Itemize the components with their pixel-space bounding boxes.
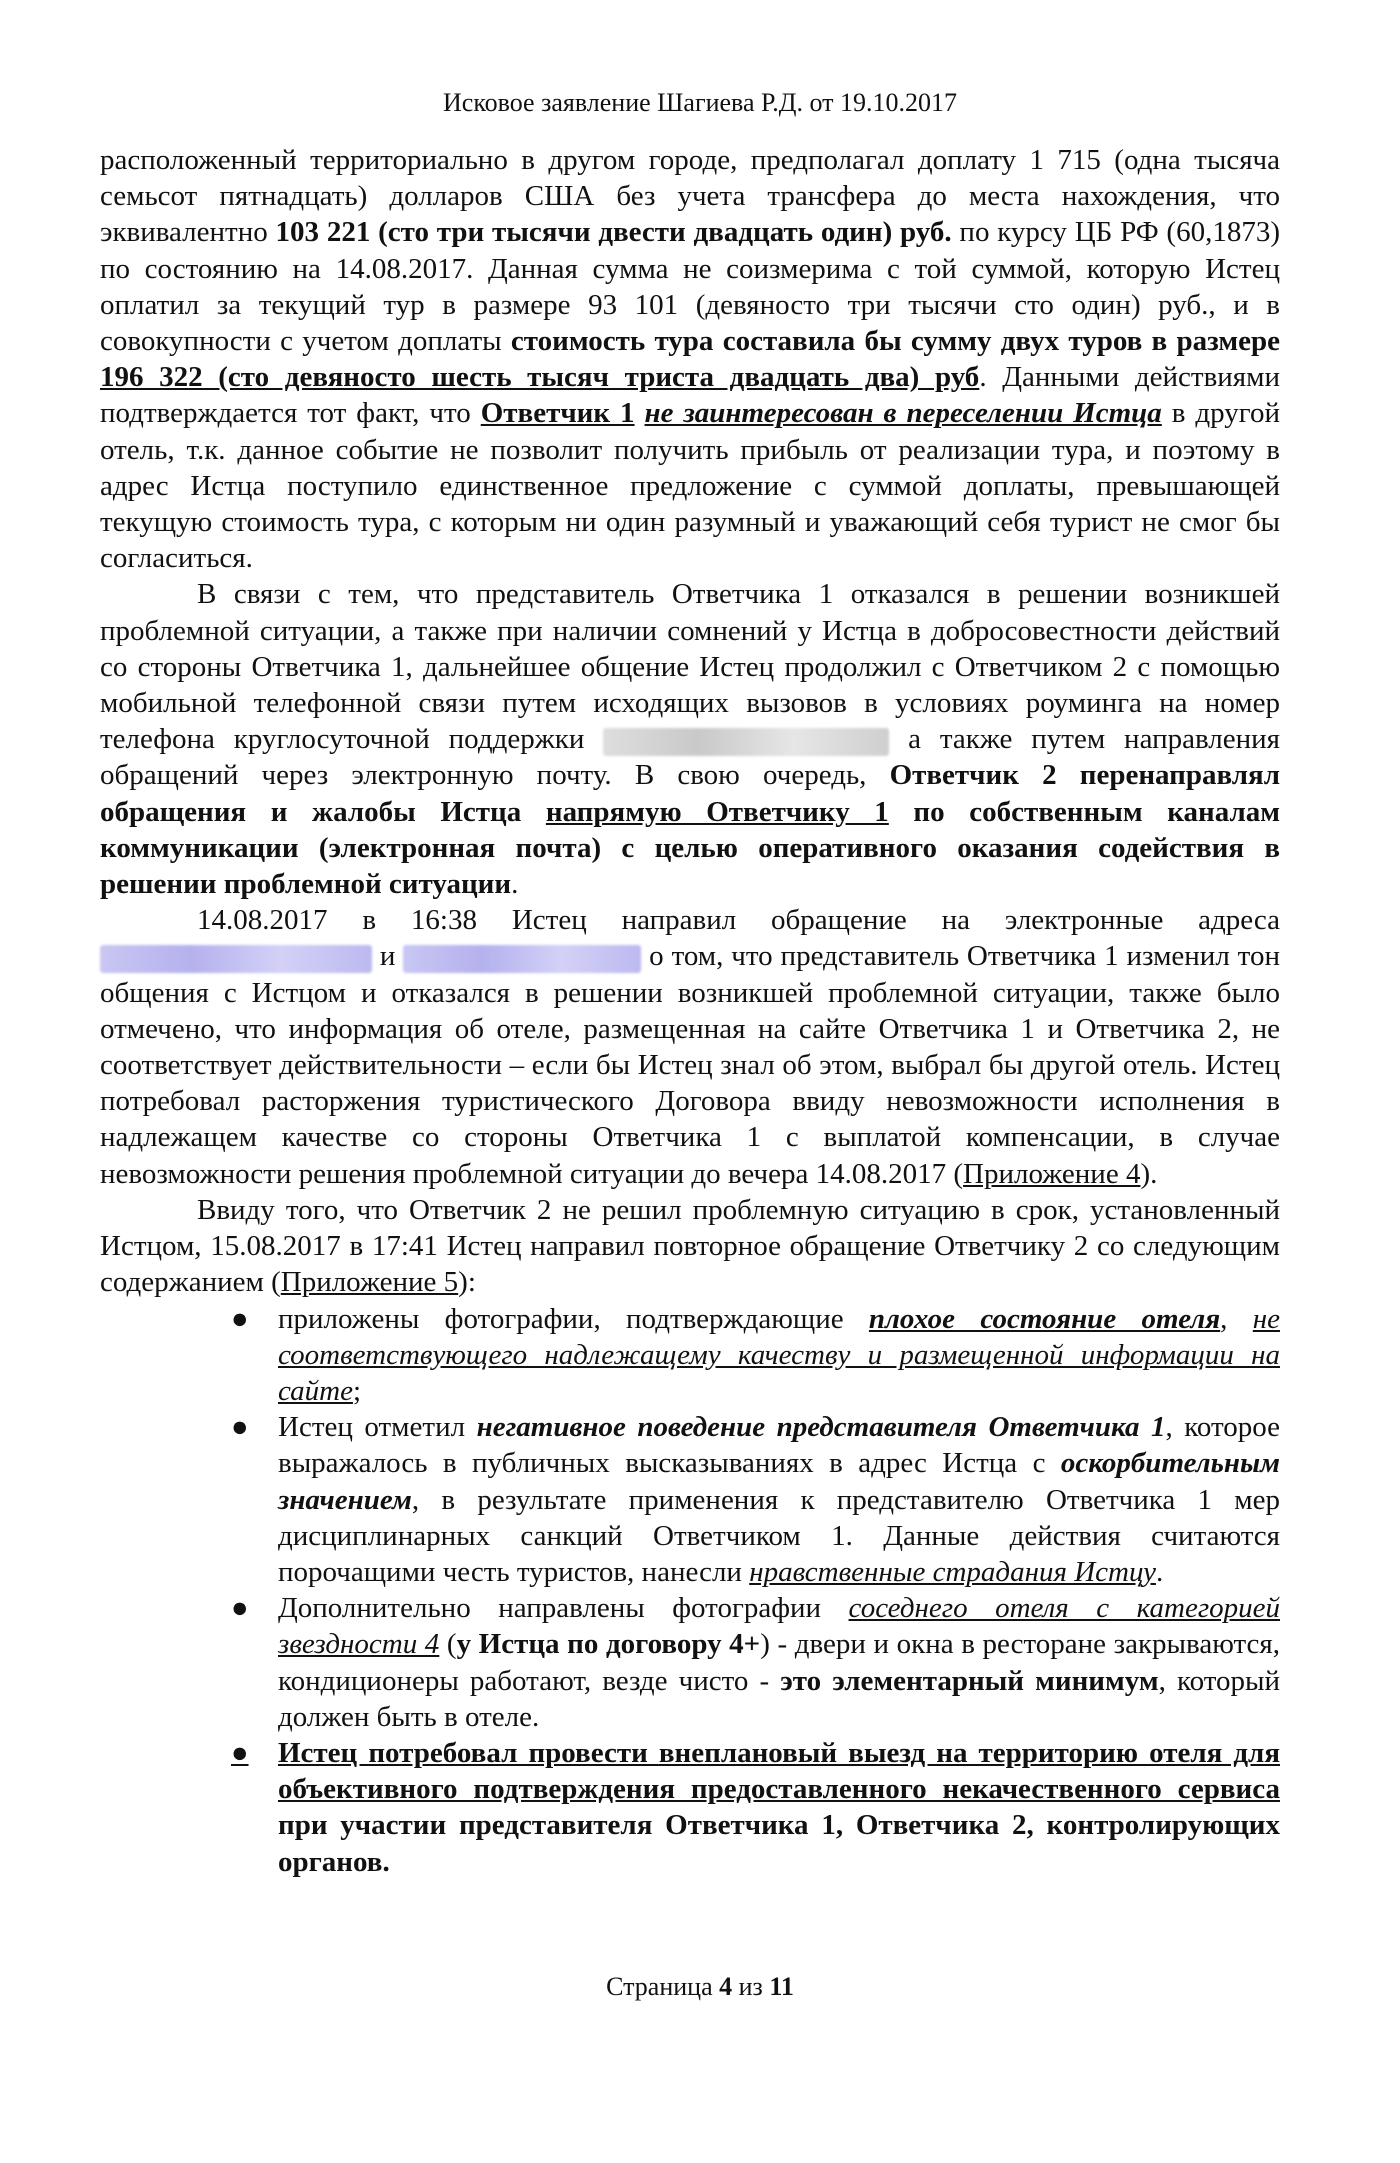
document-header: Исковое заявление Шагиева Р.Д. от 19.10.2017: [443, 88, 957, 117]
bullet-icon: ●: [231, 1411, 249, 1444]
bullet-icon: ●: [231, 1302, 249, 1335]
current-page-number: 4: [719, 1972, 733, 2001]
list-item: ● Дополнительно направлены фотографии соседнего отеля с категорией звездности 4 (у Истца по договору 4+) - двери и окна в ресторане закрываются, кондиционеры работают, везде чисто - это элементарный минимум, который должен быть в отеле.: [231, 1592, 1281, 1733]
redacted-phone: [603, 728, 889, 756]
page-footer: Страница 4 из 11: [606, 1972, 794, 2001]
appendix-4-link: Приложение 4: [963, 1157, 1141, 1190]
bullet-icon: ●: [231, 1592, 249, 1625]
appendix-5-link: Приложение 5: [280, 1266, 459, 1299]
list-item: ● Истец потребовал провести внеплановый выезд на территорию отеля для объективного подтверждения предоставленного некачественного сервиса при участии представителя Ответчика 1, Ответчика 2, контролирующих органов.: [231, 1736, 1281, 1878]
list-item: ● Истец отметил негативное поведение представителя Ответчика 1, которое выражалось в публичных высказываниях в адрес Истца с оскорбительным значением, в результате применения к представителю Ответчика 1 мер дисциплинарных санкций Ответчиком 1. Данные действия считаются порочащими честь туристов, нанесли нравственные страдания Истцу.: [231, 1411, 1280, 1588]
redacted-email-2: [403, 945, 641, 973]
total-pages: 11: [769, 1972, 794, 2001]
redacted-email-1: [100, 945, 372, 973]
paragraph-1: расположенный территориально в другом городе, предполагал доплату 1 715 (одна тысяча семьсот пятнадцать) долларов США без учета трансфера до места нахождения, что эквивалентно 103 221 (сто три тысячи двести двадцать один) руб. по курсу ЦБ РФ (60,1873) по состоянию на 14.08.2017. Данная сумма не соизмерима с той суммой, которую Истец оплатил за текущий тур в размере 93 101 (девяносто три тысячи сто один) руб., и в совокупности с учетом доплаты стоимость тура составила бы сумму двух туров в размере 196 322 (сто девяносто шесть тысяч триста двадцать два) руб. Данными действиями подтверждается тот факт, что Ответчик 1 не заинтересован в переселении Истца в другой отель, т.к. данное событие не позволит получить прибыль от реализации тура, и поэтому в адрес Истца поступило единственное предложение с суммой доплаты, превышающей текущую стоимость тура, с которым ни один разумный и уважающий себя турист не смог бы согласиться.: [100, 144, 1280, 575]
bullet-list: [100, 1301, 1280, 1880]
paragraph-2: В связи с тем, что представитель Ответчика 1 отказался в решении возникшей проблемной ситуации, а также при наличии сомнений у Истца в добросовестности действий со стороны Ответчика 1, дальнейшее общение Истец продолжил с Ответчиком 2 с помощью мобильной телефонной связи путем исходящих вызовов в условиях роуминга на номер телефона круглосуточной поддержки а также путем направления обращений через электронную почту. В свою очередь, Ответчик 2 перенаправлял обращения и жалобы Истца напрямую Ответчику 1 по собственным каналам коммуникации (электронная почта) с целью оперативного оказания содействия в решении проблемной ситуации.: [100, 578, 1281, 901]
document-body: [100, 142, 1280, 1880]
bullet-icon: ●: [231, 1736, 249, 1769]
paragraph-4: Ввиду того, что Ответчик 2 не решил проблемную ситуацию в срок, установленный Истцом, 15.08.2017 в 17:41 Истец направил повторное обращение Ответчику 2 со следующим содержанием (Приложение 5):: [100, 1193, 1280, 1299]
list-item: ● приложены фотографии, подтверждающие плохое состояние отеля, не соответствующего надлежащему качеству и размещенной информации на сайте;: [231, 1302, 1281, 1407]
paragraph-3: 14.08.2017 в 16:38 Истец направил обращение на электронные адреса и о том, что представитель Ответчика 1 изменил тон общения с Истцом и отказался в решении возникшей проблемной ситуации, также было отмечено, что информация об отеле, размещенная на сайте Ответчика 1 и Ответчика 2, не соответствует действительности – если бы Истец знал об этом, выбрал бы другой отель. Истец потребовал расторжения туристического Договора ввиду невозможности исполнения в надлежащем качестве со стороны Ответчика 1 с выплатой компенсации, в случае невозможности решения проблемной ситуации до вечера 14.08.2017 (Приложение 4).: [100, 904, 1280, 1190]
